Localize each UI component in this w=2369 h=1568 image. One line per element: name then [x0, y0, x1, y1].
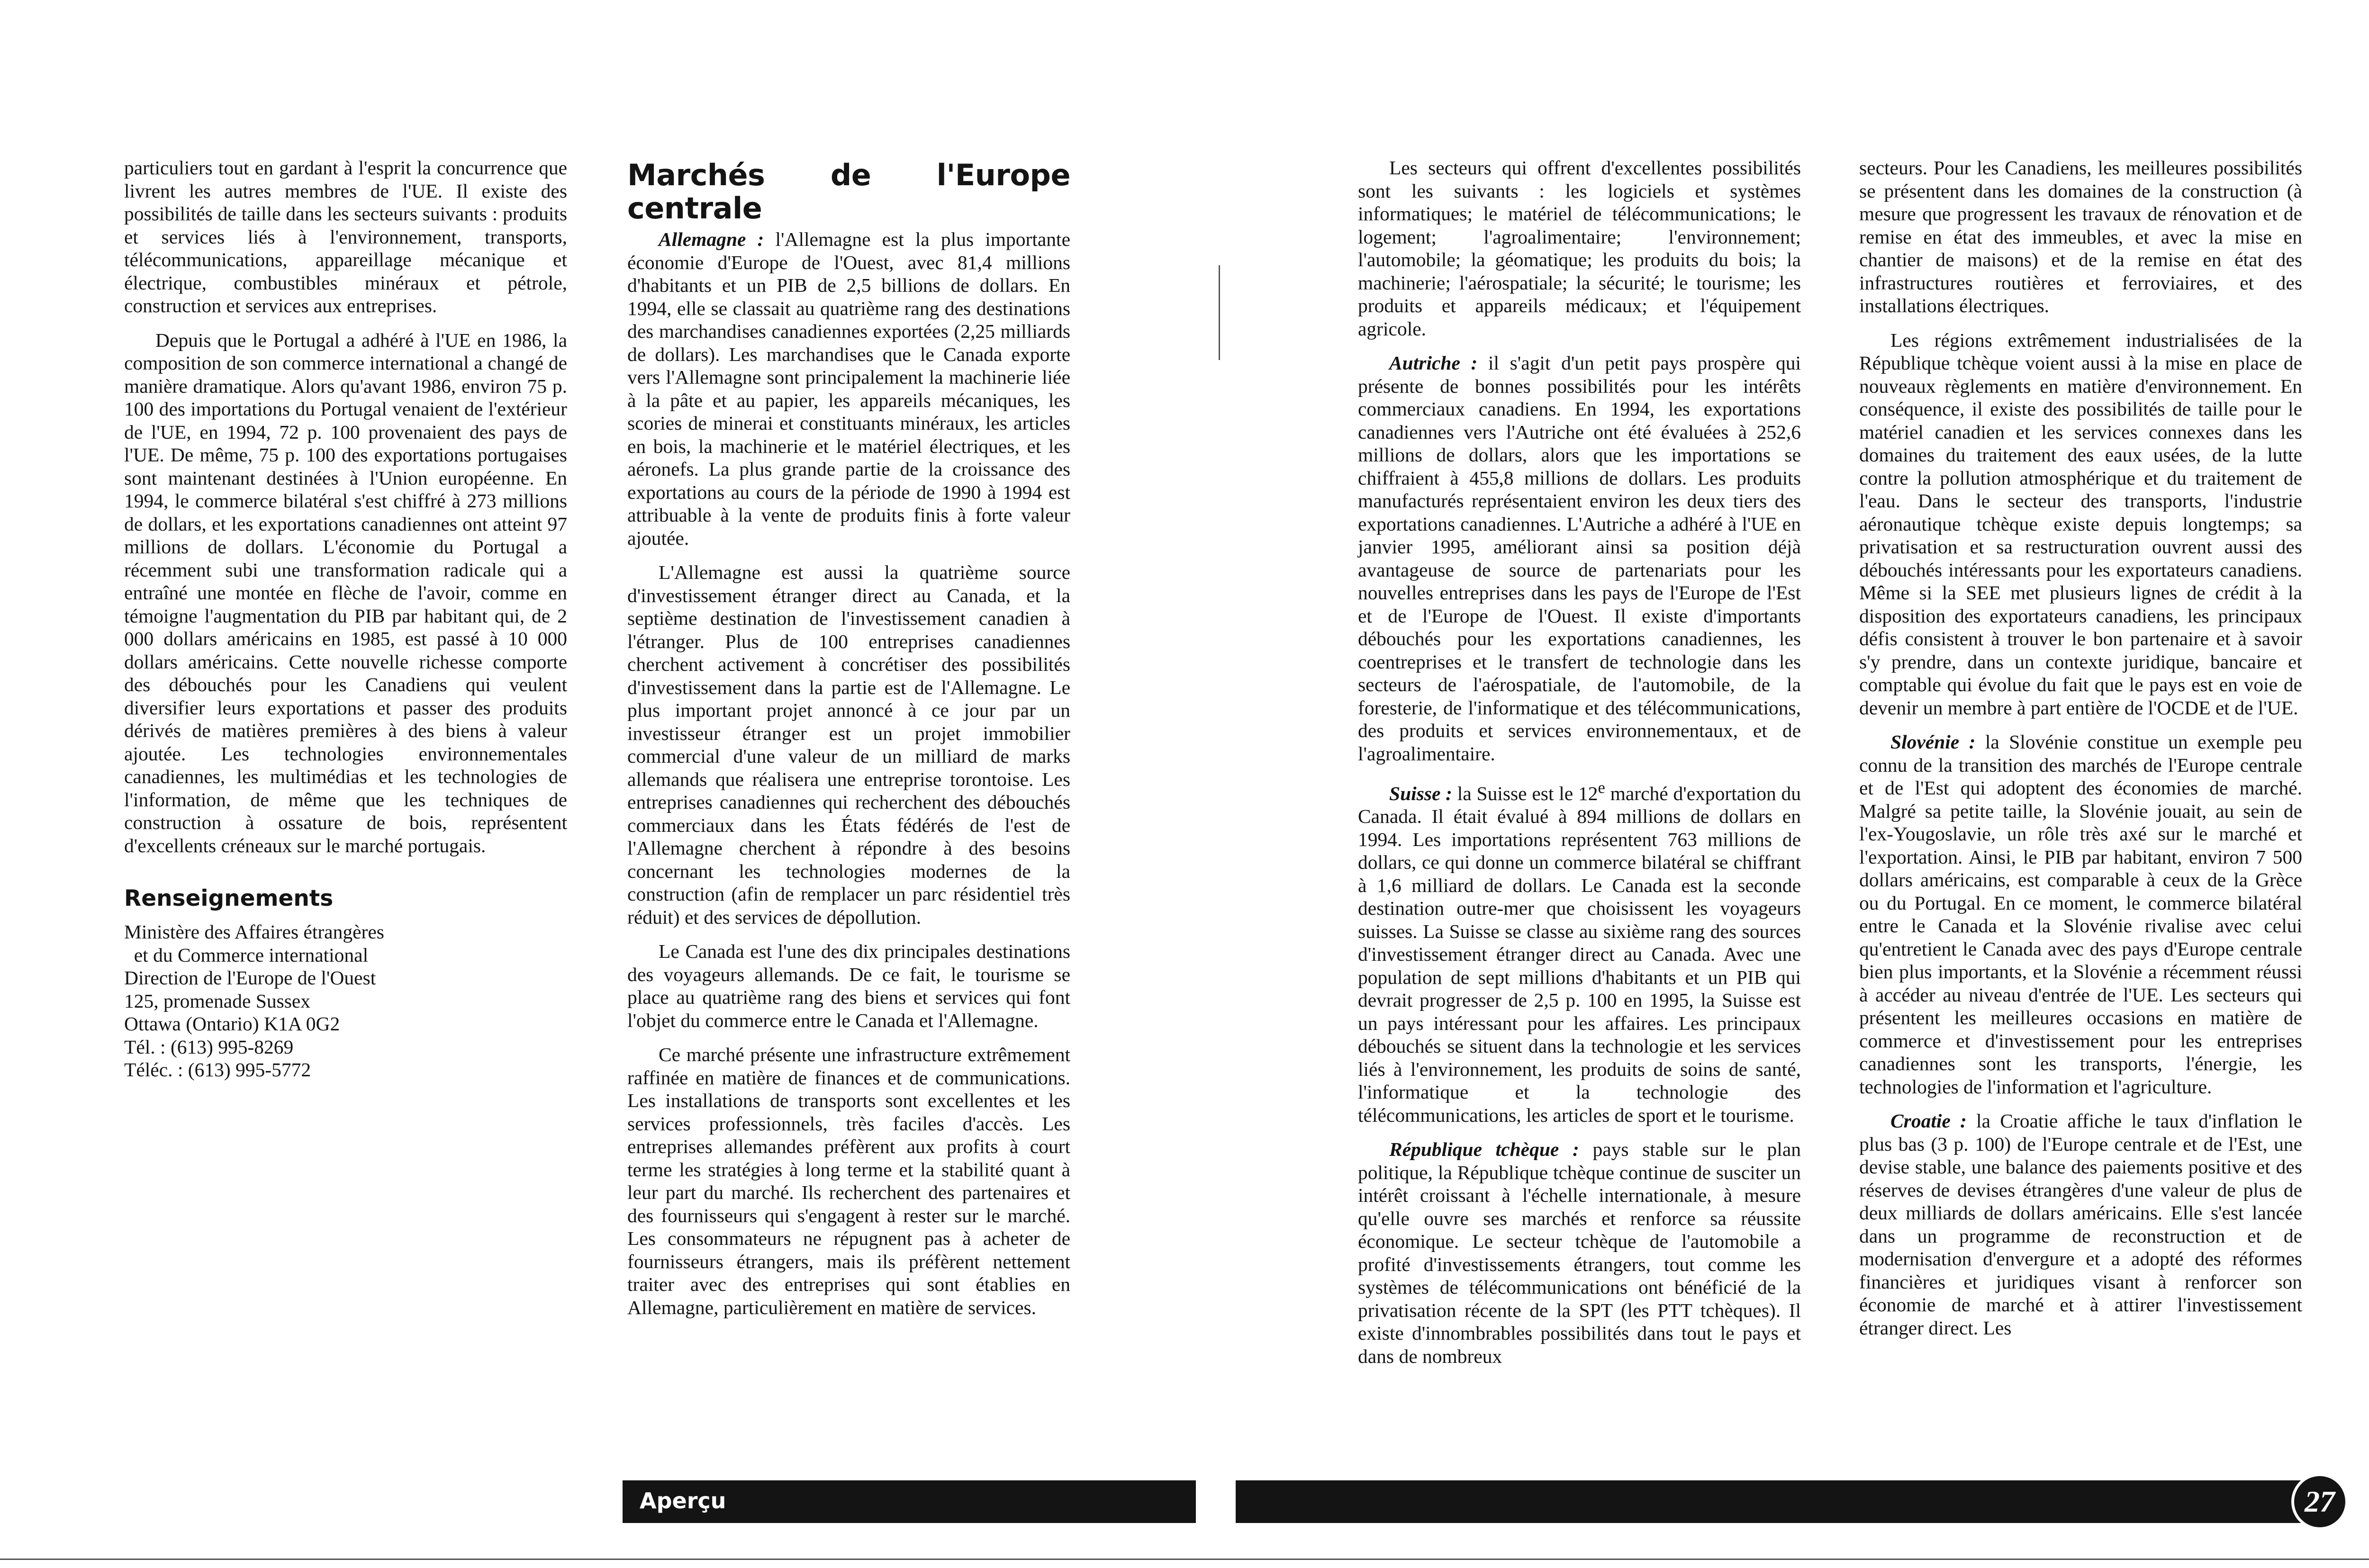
- allemagne-text: l'Allemagne est la plus importante économie d'Europe de l'Ouest, avec 81,4 millions d'habitants et un PIB de 2,5 billions de dollars. En 1994, elle se classait au quatrième rang des destinations des marchandises canadiennes exportées (2,25 milliards de dollars). Les marchandises que le Canada exporte vers l'Allemagne sont principalement la machinerie liée à la pâte et au papier, les appareils mécaniques, les scories de minerai et constituants minéraux, les articles en bois, la machinerie et le matériel électriques, et les aéronefs. La plus grande partie de la croissance des exportations au cours de la période de 1990 à 1994 est attribuable à la vente de produits finis à forte valeur ajoutée.: [627, 228, 1070, 549]
- left-page-column-1: [124, 156, 567, 1081]
- contact-address: [124, 920, 567, 1081]
- address-line: Ministère des Affaires étrangères: [124, 921, 384, 943]
- suisse-text-a: la Suisse est le 12: [1452, 782, 1598, 804]
- footer-bar-right: [1236, 1480, 2336, 1523]
- portugal-paragraph: Depuis que le Portugal a adhéré à l'UE en 1986, la composition de son commerce international a changé de manière dramatique. Alors qu'avant 1986, environ 75 p. 100 des importations du Portugal venaient de l'extérieur de l'UE, en 1994, 72 p. 100 provenaient des pays de l'UE. De même, 75 p. 100 des exportations portugaises sont maintenant destinées à l'Union européenne. En 1994, le commerce bilatéral s'est chiffré à 273 millions de dollars, et les exportations canadiennes ont atteint 97 millions de dollars. L'économie du Portugal a récemment subi une transformation radicale qui a entraîné une montée en flèche de l'avoir, comme en témoigne l'augmentation du PIB par habitant qui, de 2 000 dollars américains en 1985, est passé à 10 000 dollars américains. Cette nouvelle richesse comporte des débouchés pour les Canadiens qui veulent diversifier leurs exportations et passer des produits dérivés de matières premières à des biens à valeur ajoutée. Les technologies environnementales canadiennes, les multimédias et les technologies de l'information, de même que les techniques de construction à ossature de bois, représentent d'excellents créneaux sur le marché portugais.: [124, 329, 567, 856]
- footer-bar-left: [623, 1480, 1196, 1523]
- autriche-text: il s'agit d'un petit pays prospère qui présente de bonnes possibilités pour les intérêts commerciaux canadiens. En 1994, les exportations canadiennes vers l'Autriche ont été évaluées à 252,6 millions de dollars, alors que les importations se chiffraient à 455,8 millions de dollars. Les produits manufacturés représentaient environ les deux tiers des exportations canadiennes. L'Autriche a adhéré à l'UE en janvier 1995, améliorant ainsi sa position déjà avantageuse de source de partenariats pour les nouvelles entreprises dans les pays de l'Europe de l'Est et de l'Europe de l'Ouest. Il existe d'importants débouchés pour les exportations canadiennes, les coentreprises et le transfert de technologie dans les secteurs de l'aérospatiale, de l'automobile, de la foresterie, de l'informatique et des télécommunications, des produits et services environnementaux, et de l'agroalimentaire.: [1358, 352, 1801, 765]
- allemagne-lead: Allemagne :: [659, 228, 764, 250]
- suisse-paragraph: [1358, 776, 1801, 1126]
- allemagne-tourism-paragraph: Le Canada est l'une des dix principales destinations des voyageurs allemands. De ce fait, le tourisme se place au quatrième rang des biens et services qui font l'objet du commerce entre le Canada et l'Allemagne.: [627, 940, 1070, 1031]
- suisse-superscript: e: [1598, 779, 1605, 797]
- address-line: 125, promenade Sussex: [124, 990, 311, 1012]
- croatie-text: la Croatie affiche le taux d'inflation le plus bas (3 p. 100) de l'Europe centrale et de l'Est, une devise stable, une balance des paiements positive et des réserves de devises étrangères d'une valeur de plus de deux milliards de dollars américains. Elle s'est lancée dans un programme de reconstruction et de modernisation d'envergure et a adopté des réformes financières et juridiques visant à renforcer son économie de marché et à attirer l'investissement étranger direct. Les: [1859, 1110, 2302, 1339]
- allemagne-paragraph: [627, 228, 1070, 550]
- gutter-mark: [1219, 265, 1220, 360]
- left-page-column-2: [627, 159, 1070, 1330]
- address-phone: Tél. : (613) 995-8269: [124, 1036, 294, 1058]
- address-line: Ottawa (Ontario) K1A 0G2: [124, 1013, 340, 1035]
- slovenie-paragraph: [1859, 730, 2302, 1098]
- republique-tcheque-paragraph: [1358, 1138, 1801, 1368]
- portugal-continuation-paragraph: particuliers tout en gardant à l'esprit la concurrence que livrent les autres membres de l'UE. Il existe des possibilités de taille dans les secteurs suivants : produits et services liés à l'environnement, transports, télécommunications, appareillage mécanique et électrique, combustibles minéraux et pétrole, construction et services aux entreprises.: [124, 157, 567, 316]
- croatie-lead: Croatie :: [1890, 1110, 1967, 1132]
- section-title: Marchés de l'Europe centrale: [627, 158, 1070, 225]
- allemagne-investment-paragraph: L'Allemagne est aussi la quatrième source d'investissement étranger direct au Canada, et la septième destination de l'investissement canadien à l'étranger. Plus de 100 entreprises canadiennes cherchent activement à concrétiser des possibilités d'investissement dans la partie est de l'Allemagne. Le plus important projet annoncé à ce jour par un investisseur étranger est un projet immobilier commercial d'une valeur de un milliard de marks allemands que réalisera une entreprise torontoise. Les entreprises canadiennes qui recherchent des débouchés commerciaux dans les États fédérés de l'est de l'Allemagne cherchent à répondre à des besoins concernant les technologies modernes de la construction (afin de remplacer un parc résidentiel très réduit) et des services de dépollution.: [627, 561, 1070, 928]
- croatie-paragraph: [1859, 1109, 2302, 1339]
- suisse-lead: Suisse :: [1389, 782, 1453, 804]
- suisse-text-b: marché d'exportation du Canada. Il était évalué à 894 millions de dollars en 1994. Les importations représentent 763 millions de dollars, ce qui donne un commerce bilatéral se chiffrant à 1,6 milliard de dollars. Le Canada est la seconde destination outre-mer que choisissent les voyageurs suisses. La Suisse se classe au sixième rang des sources d'investissement étranger direct au Canada. Avec une population de sept millions d'habitants et un PIB qui devrait progresser de 2,5 p. 100 en 1995, la Suisse est un pays intéressant pour les affaires. Les principaux débouchés se situent dans la technologie et les services liés à l'environnement, les produits de soins de santé, l'informatique et la technologie des télécommunications, les articles de sport et le tourisme.: [1358, 782, 1801, 1126]
- sectors-paragraph: Les secteurs qui offrent d'excellentes possibilités sont les suivants : les logiciels et systèmes informatiques; le matériel de télécommunications; le logement; l'agroalimentaire; l'environnement; l'automobile; la géomatique; les produits du bois; la machinerie; l'aérospatiale; la sécurité; le tourisme; les produits et appareils médicaux; et l'équipement agricole.: [1358, 157, 1801, 340]
- address-fax: Téléc. : (613) 995-5772: [124, 1059, 311, 1081]
- renseignements-heading: Renseignements: [124, 885, 334, 911]
- slovenie-lead: Slovénie :: [1890, 731, 1976, 753]
- allemagne-market-paragraph: Ce marché présente une infrastructure extrêmement raffinée en matière de finances et de communications. Les installations de transports sont excellentes et les services professionnels, très faciles d'accès. Les entreprises allemandes préfèrent aux profits à court terme les stratégies à long terme et la stabilité quant à leur part du marché. Ils recherchent des partenaires et des fournisseurs qui s'engagent à rester sur le marché. Les consommateurs ne répugnent pas à acheter de fournisseurs étrangers, mais ils préfèrent nettement traiter avec des entreprises qui sont établies en Allemagne, particulièrement en matière de services.: [627, 1044, 1070, 1318]
- right-page-column-2: [1859, 156, 2302, 1351]
- republique-tcheque-text: pays stable sur le plan politique, la République tchèque continue de susciter un intérêt croissant à l'échelle internationale, à mesure qu'elle ouvre ses marchés et renforce sa réussite économique. Le secteur tchèque de l'automobile a profité d'investissements étrangers, tout comme les systèmes de télécommunications ont bénéficié de la privatisation récente de la SPT (les PTT tchèques). Il existe d'innombrables possibilités dans tout le pays et dans de nombreux: [1358, 1138, 1801, 1367]
- scan-edge-mark: [0, 1559, 2369, 1560]
- autriche-lead: Autriche :: [1389, 352, 1478, 374]
- address-line: et du Commerce international: [124, 944, 369, 966]
- tcheque-continuation-paragraph: secteurs. Pour les Canadiens, les meilleures possibilités se présentent dans les domaines de la construction (à mesure que progressent les travaux de rénovation et de remise en état des immeubles, et avec la mise en chantier de maisons) et de la remise en état des infrastructures routières et ferroviaires, et des installations électriques.: [1859, 157, 2302, 316]
- right-page-column-1: [1358, 156, 1801, 1379]
- tcheque-regions-paragraph: Les régions extrêmement industrialisées de la République tchèque voient aussi à la mise en place de nouveaux règlements en matière d'environnement. En conséquence, il existe des possibilités de taille pour le matériel canadien et les services connexes dans les domaines du traitement des eaux usées, de la lutte contre la pollution atmosphérique et du traitement de l'eau. Dans le secteur des transports, l'industrie aéronautique tchèque existe depuis longtemps; sa privatisation et sa restructuration ouvrent aussi des débouchés intéressants pour les exportateurs canadiens. Même si la SEE met plusieurs lignes de crédit à la disposition des exportateurs canadiens, les principaux défis consistent à trouver le bon partenaire et à savoir s'y prendre, dans un contexte juridique, bancaire et comptable qui évolue du fait que le pays est en voie de devenir un membre à part entière de l'OCDE et de l'UE.: [1859, 329, 2302, 719]
- slovenie-text: la Slovénie constitue un exemple peu connu de la transition des marchés de l'Europe centrale et de l'Est qui adoptent des économies de marché. Malgré sa petite taille, la Slovénie jouait, au sein de l'ex-Yougoslavie, un rôle très axé sur le marché et l'exportation. Ainsi, le PIB par habitant, environ 7 500 dollars américains, est comparable à ceux de la Grèce ou du Portugal. En ce moment, le commerce bilatéral entre le Canada et la Slovénie rivalise avec celui qu'entretient le Canada avec des pays d'Europe centrale bien plus importants, et la Slovénie a récemment réussi à accéder au niveau d'entrée de l'UE. Les secteurs qui présentent les meilleures occasions en matière de commerce et d'investissement pour les entreprises canadiennes sont les transports, l'énergie, les technologies de l'information et l'agriculture.: [1859, 731, 2303, 1098]
- page-number-badge: 27: [2291, 1473, 2348, 1530]
- republique-tcheque-lead: République tchèque :: [1389, 1138, 1579, 1161]
- footer-label: Aperçu: [640, 1488, 726, 1514]
- autriche-paragraph: [1358, 351, 1801, 765]
- address-line: Direction de l'Europe de l'Ouest: [124, 967, 376, 989]
